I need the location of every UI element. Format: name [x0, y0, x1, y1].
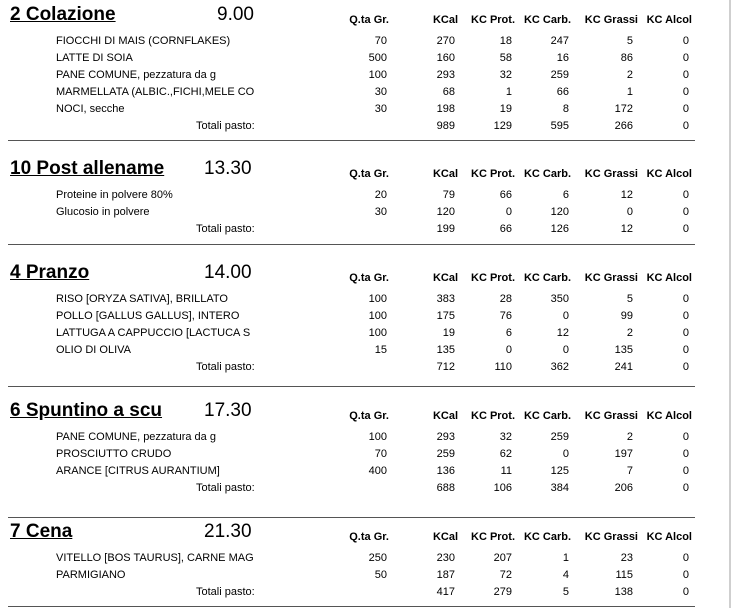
column-header-fat: KC Grassi [584, 168, 638, 180]
cell-kcal: 136 [436, 465, 455, 477]
cell-kcal: 135 [436, 344, 455, 356]
cell-fat: 12 [620, 189, 633, 201]
cell-fat: 135 [614, 344, 633, 356]
column-header-alcohol: KC Alcol [646, 531, 692, 543]
cell-carb: 8 [562, 103, 569, 115]
total-prot: 129 [493, 120, 512, 132]
cell-carb: 350 [550, 293, 569, 305]
total-fat: 12 [620, 223, 633, 235]
column-header-alcohol: KC Alcol [646, 272, 692, 284]
table-row [0, 552, 731, 569]
table-row [0, 103, 731, 120]
total-carb: 126 [550, 223, 569, 235]
cell-prot: 32 [499, 431, 512, 443]
food-name: VITELLO [BOS TAURUS], CARNE MAG [56, 552, 254, 564]
food-name: PARMIGIANO [56, 569, 126, 581]
total-kcal: 417 [436, 586, 455, 598]
cell-alcohol: 0 [682, 103, 689, 115]
food-name: RISO [ORYZA SATIVA], BRILLATO [56, 293, 228, 305]
meal-time: 13.30 [204, 158, 252, 179]
cell-fat: 0 [626, 206, 633, 218]
total-prot: 66 [499, 223, 512, 235]
cell-carb: 1 [562, 552, 569, 564]
total-carb: 5 [562, 586, 569, 598]
cell-prot: 76 [499, 310, 512, 322]
column-header-qty: Q.ta Gr. [349, 14, 389, 26]
cell-qty: 100 [368, 431, 387, 443]
totals-label: Totali pasto: [196, 482, 255, 494]
column-header-qty: Q.ta Gr. [349, 531, 389, 543]
total-kcal: 688 [436, 482, 455, 494]
meal-time: 17.30 [204, 400, 252, 421]
cell-kcal: 19 [442, 327, 455, 339]
column-header-prot: KC Prot. [471, 410, 515, 422]
cell-alcohol: 0 [682, 569, 689, 581]
column-header-kcal: KCal [432, 410, 458, 422]
cell-prot: 28 [499, 293, 512, 305]
column-header-prot: KC Prot. [471, 531, 515, 543]
cell-alcohol: 0 [682, 327, 689, 339]
cell-qty: 30 [374, 86, 387, 98]
cell-carb: 120 [550, 206, 569, 218]
meal-time: 21.30 [204, 521, 252, 542]
cell-kcal: 68 [442, 86, 455, 98]
cell-carb: 0 [562, 344, 569, 356]
cell-fat: 1 [626, 86, 633, 98]
cell-alcohol: 0 [682, 52, 689, 64]
cell-kcal: 259 [436, 448, 455, 460]
total-alcohol: 0 [682, 120, 689, 132]
cell-fat: 2 [626, 69, 633, 81]
table-row [0, 344, 731, 361]
cell-qty: 400 [368, 465, 387, 477]
table-row [0, 293, 731, 310]
cell-carb: 12 [556, 327, 569, 339]
totals-row [0, 361, 731, 378]
table-row [0, 327, 731, 344]
column-header-kcal: KCal [432, 531, 458, 543]
cell-fat: 2 [626, 431, 633, 443]
total-prot: 279 [493, 586, 512, 598]
section-divider [8, 606, 695, 607]
table-row [0, 86, 731, 103]
column-header-carb: KC Carb. [523, 14, 571, 26]
cell-qty: 500 [368, 52, 387, 64]
cell-prot: 58 [499, 52, 512, 64]
cell-carb: 259 [550, 431, 569, 443]
total-fat: 206 [614, 482, 633, 494]
table-row [0, 206, 731, 223]
cell-fat: 23 [620, 552, 633, 564]
table-row [0, 35, 731, 52]
cell-prot: 18 [499, 35, 512, 47]
cell-alcohol: 0 [682, 310, 689, 322]
cell-carb: 0 [562, 310, 569, 322]
cell-fat: 7 [626, 465, 633, 477]
cell-prot: 0 [505, 344, 512, 356]
meal-time: 14.00 [204, 262, 252, 283]
column-header-prot: KC Prot. [471, 14, 515, 26]
food-name: PROSCIUTTO CRUDO [56, 448, 172, 460]
meal-section [0, 158, 731, 246]
column-header-alcohol: KC Alcol [646, 410, 692, 422]
column-header-carb: KC Carb. [523, 168, 571, 180]
cell-prot: 19 [499, 103, 512, 115]
cell-qty: 100 [368, 310, 387, 322]
table-row [0, 310, 731, 327]
table-row [0, 465, 731, 482]
section-divider [8, 517, 695, 518]
cell-alcohol: 0 [682, 189, 689, 201]
cell-alcohol: 0 [682, 552, 689, 564]
cell-qty: 70 [374, 35, 387, 47]
cell-carb: 0 [562, 448, 569, 460]
cell-alcohol: 0 [682, 206, 689, 218]
cell-prot: 0 [505, 206, 512, 218]
total-carb: 595 [550, 120, 569, 132]
cell-fat: 99 [620, 310, 633, 322]
totals-label: Totali pasto: [196, 120, 255, 132]
cell-alcohol: 0 [682, 35, 689, 47]
cell-qty: 250 [368, 552, 387, 564]
food-name: Proteine in polvere 80% [56, 189, 173, 201]
cell-qty: 70 [374, 448, 387, 460]
meal-section [0, 4, 731, 143]
cell-kcal: 293 [436, 431, 455, 443]
cell-kcal: 293 [436, 69, 455, 81]
meal-title: 2 Colazione [10, 4, 116, 25]
total-alcohol: 0 [682, 482, 689, 494]
total-alcohol: 0 [682, 361, 689, 373]
column-header-fat: KC Grassi [584, 531, 638, 543]
cell-alcohol: 0 [682, 86, 689, 98]
cell-kcal: 120 [436, 206, 455, 218]
cell-kcal: 175 [436, 310, 455, 322]
total-kcal: 199 [436, 223, 455, 235]
totals-label: Totali pasto: [196, 361, 255, 373]
cell-fat: 2 [626, 327, 633, 339]
total-kcal: 712 [436, 361, 455, 373]
food-name: Glucosio in polvere [56, 206, 150, 218]
food-name: NOCI, secche [56, 103, 125, 115]
column-header-fat: KC Grassi [584, 14, 638, 26]
meal-section [0, 521, 731, 609]
cell-carb: 125 [550, 465, 569, 477]
total-prot: 106 [493, 482, 512, 494]
food-name: PANE COMUNE, pezzatura da g [56, 69, 216, 81]
cell-kcal: 383 [436, 293, 455, 305]
total-prot: 110 [494, 361, 512, 373]
column-header-qty: Q.ta Gr. [349, 410, 389, 422]
cell-alcohol: 0 [682, 465, 689, 477]
column-header-alcohol: KC Alcol [646, 168, 692, 180]
totals-label: Totali pasto: [196, 586, 255, 598]
column-header-qty: Q.ta Gr. [349, 168, 389, 180]
column-header-prot: KC Prot. [471, 168, 515, 180]
cell-fat: 86 [620, 52, 633, 64]
food-name: ARANCE [CITRUS AURANTIUM] [56, 465, 220, 477]
cell-alcohol: 0 [682, 344, 689, 356]
food-name: MARMELLATA (ALBIC.,FICHI,MELE CO [56, 86, 255, 98]
table-row [0, 448, 731, 465]
meal-section [0, 262, 731, 384]
column-header-fat: KC Grassi [584, 272, 638, 284]
cell-kcal: 79 [442, 189, 455, 201]
table-row [0, 569, 731, 586]
meal-time: 9.00 [217, 4, 254, 25]
cell-prot: 1 [505, 86, 512, 98]
cell-carb: 66 [556, 86, 569, 98]
food-name: LATTE DI SOIA [56, 52, 133, 64]
total-alcohol: 0 [682, 223, 689, 235]
column-header-alcohol: KC Alcol [646, 14, 692, 26]
cell-fat: 197 [614, 448, 633, 460]
cell-alcohol: 0 [682, 69, 689, 81]
cell-carb: 259 [550, 69, 569, 81]
column-header-carb: KC Carb. [523, 272, 571, 284]
section-divider [8, 140, 695, 141]
total-alcohol: 0 [682, 586, 689, 598]
cell-qty: 30 [374, 206, 387, 218]
total-fat: 266 [614, 120, 633, 132]
cell-kcal: 198 [436, 103, 455, 115]
cell-kcal: 187 [436, 569, 455, 581]
column-header-qty: Q.ta Gr. [349, 272, 389, 284]
column-header-fat: KC Grassi [584, 410, 638, 422]
cell-qty: 20 [374, 189, 387, 201]
total-fat: 241 [614, 361, 633, 373]
cell-prot: 207 [493, 552, 512, 564]
cell-alcohol: 0 [682, 293, 689, 305]
totals-row [0, 223, 731, 240]
cell-prot: 62 [499, 448, 512, 460]
total-fat: 138 [614, 586, 633, 598]
total-carb: 362 [550, 361, 569, 373]
meal-title: 7 Cena [10, 521, 73, 542]
total-carb: 384 [550, 482, 569, 494]
cell-qty: 100 [368, 293, 387, 305]
food-name: PANE COMUNE, pezzatura da g [56, 431, 216, 443]
meal-title: 4 Pranzo [10, 262, 90, 283]
cell-fat: 5 [626, 293, 633, 305]
section-divider [8, 244, 695, 245]
meal-section [0, 400, 731, 505]
cell-kcal: 270 [436, 35, 455, 47]
cell-qty: 100 [368, 327, 387, 339]
table-row [0, 52, 731, 69]
column-header-kcal: KCal [432, 168, 458, 180]
total-kcal: 989 [436, 120, 455, 132]
cell-kcal: 160 [436, 52, 455, 64]
food-name: LATTUGA A CAPPUCCIO [LACTUCA S [56, 327, 251, 339]
section-divider [8, 386, 695, 387]
totals-label: Totali pasto: [196, 223, 255, 235]
cell-prot: 32 [499, 69, 512, 81]
cell-qty: 15 [374, 344, 387, 356]
cell-prot: 66 [499, 189, 512, 201]
column-header-carb: KC Carb. [523, 531, 571, 543]
cell-qty: 100 [368, 69, 387, 81]
totals-row [0, 482, 731, 499]
column-header-kcal: KCal [432, 272, 458, 284]
cell-alcohol: 0 [682, 431, 689, 443]
cell-alcohol: 0 [682, 448, 689, 460]
food-name: POLLO [GALLUS GALLUS], INTERO [56, 310, 240, 322]
cell-qty: 30 [374, 103, 387, 115]
food-name: FIOCCHI DI MAIS (CORNFLAKES) [56, 35, 231, 47]
column-header-carb: KC Carb. [523, 410, 571, 422]
cell-kcal: 230 [436, 552, 455, 564]
cell-carb: 6 [562, 189, 569, 201]
table-row [0, 431, 731, 448]
cell-fat: 172 [614, 103, 633, 115]
totals-row [0, 120, 731, 137]
table-row [0, 69, 731, 86]
cell-carb: 16 [556, 52, 569, 64]
cell-carb: 247 [550, 35, 569, 47]
cell-carb: 4 [562, 569, 569, 581]
cell-fat: 115 [615, 569, 633, 581]
cell-qty: 50 [374, 569, 387, 581]
cell-prot: 6 [505, 327, 512, 339]
cell-fat: 5 [626, 35, 633, 47]
column-header-kcal: KCal [432, 14, 458, 26]
cell-prot: 72 [499, 569, 512, 581]
table-row [0, 189, 731, 206]
meal-title: 10 Post allename [10, 158, 165, 179]
column-header-prot: KC Prot. [471, 272, 515, 284]
totals-row [0, 586, 731, 603]
cell-prot: 11 [500, 465, 512, 477]
food-name: OLIO DI OLIVA [56, 344, 131, 356]
meal-title: 6 Spuntino a scu [10, 400, 163, 421]
